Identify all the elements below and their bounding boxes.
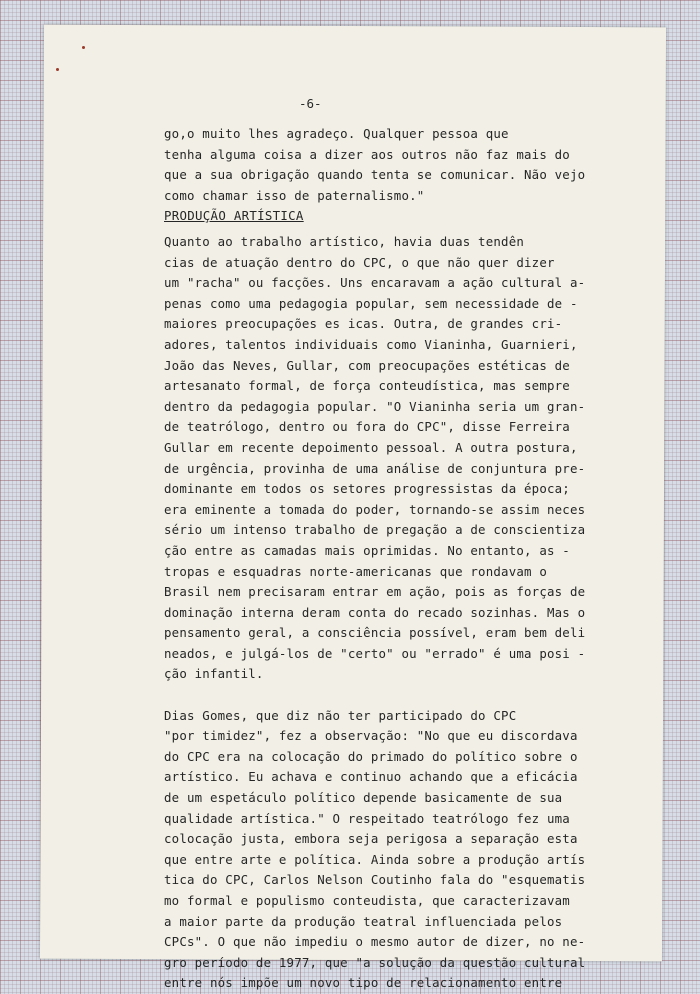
- text-line: João das Neves, Gullar, com preocupações estéticas de: [164, 357, 570, 373]
- ink-spot: [56, 68, 59, 71]
- blank-line: [164, 685, 584, 706]
- text-line: Quanto ao trabalho artístico, havia duas tendên: [164, 234, 525, 249]
- text-line: penas como uma pedagogia popular, sem necessidade de -: [164, 295, 578, 311]
- text-line: pensamento geral, a consciência possível, eram bem deli: [164, 625, 586, 641]
- text-line: qualidade artística." O respeitado teatrólogo fez uma: [164, 810, 570, 826]
- page-number: -6-: [299, 96, 322, 111]
- text-line: adores, talentos individuais como Vianinha, Guarnieri,: [164, 336, 578, 352]
- text-line: entre nós impõe um novo tipo de relacionamento entre: [164, 975, 563, 991]
- ink-spot: [82, 46, 85, 49]
- text-line: ção entre as camadas mais oprimidas. No entanto, as -: [164, 542, 570, 558]
- text-line: tica do CPC, Carlos Nelson Coutinho fala do "esquematis: [164, 872, 586, 888]
- text-line: dominante em todos os setores progressistas da época;: [164, 481, 570, 497]
- text-line: colocação justa, embora seja perigosa a separação esta: [164, 831, 578, 847]
- text-line: gro período de 1977, que "a solução da questão cultural: [164, 954, 586, 970]
- text-line: Gullar em recente depoimento pessoal. A outra postura,: [164, 439, 578, 455]
- text-line: tropas e esquadras norte-americanas que rondavam o: [164, 563, 547, 579]
- intro-paragraph: [164, 124, 584, 206]
- text-line: tenha alguma coisa a dizer aos outros não faz mais do: [164, 146, 570, 162]
- text-line: artístico. Eu achava e continuo achando que a eficácia: [164, 769, 578, 785]
- text-line: como chamar isso de paternalismo.": [164, 187, 425, 203]
- text-line: Brasil nem precisaram entrar em ação, pois as forças de: [164, 584, 586, 600]
- section-heading: PRODUÇÃO ARTÍSTICA: [164, 208, 304, 223]
- text-line: maiores preocupações es icas. Outra, de grandes cri-: [164, 316, 563, 332]
- text-line: artesanato formal, de força conteudística, mas sempre: [164, 378, 570, 394]
- text-line: que a sua obrigação quando tenta se comunicar. Não vejo: [164, 167, 586, 183]
- text-line: do CPC era na colocação do primado do político sobre o: [164, 748, 578, 764]
- body-text: [164, 232, 584, 994]
- text-line: mo formal e populismo conteudista, que caracterizavam: [164, 893, 570, 908]
- text-line: dentro da pedagogia popular. "O Vianinha seria um gran-: [164, 398, 586, 414]
- text-line: ção infantil.: [164, 666, 264, 682]
- text-line: dominação interna deram conta do recado sozinhas. Mas o: [164, 604, 586, 620]
- text-line: era eminente a tomada do poder, tornando-se assim neces: [164, 501, 586, 517]
- text-line: de um espetáculo político depende basicamente de sua: [164, 790, 563, 806]
- text-line: CPCs". O que não impediu o mesmo autor de dizer, no ne-: [164, 934, 586, 950]
- text-line: Dias Gomes, que diz não ter participado do CPC: [164, 707, 517, 723]
- text-line: cias de atuação dentro do CPC, o que não quer dizer: [164, 254, 555, 270]
- text-line: de teatrólogo, dentro ou fora do CPC", disse Ferreira: [164, 419, 570, 435]
- text-line: um "racha" ou facções. Uns encaravam a ação cultural a-: [164, 275, 586, 291]
- text-line: que entre arte e política. Ainda sobre a produção artís: [164, 851, 586, 867]
- text-line: de urgência, provinha de uma análise de conjuntura pre-: [164, 460, 586, 476]
- text-line: neados, e julgá-los de "certo" ou "errado" é uma posi -: [164, 645, 586, 661]
- text-line: a maior parte da produção teatral influenciada pelos: [164, 913, 563, 929]
- text-line: sério um intenso trabalho de pregação a de conscientiza: [164, 522, 586, 538]
- text-line: go,o muito lhes agradeço. Qualquer pessoa que: [164, 126, 509, 141]
- text-line: "por timidez", fez a observação: "No que eu discordava: [164, 728, 578, 744]
